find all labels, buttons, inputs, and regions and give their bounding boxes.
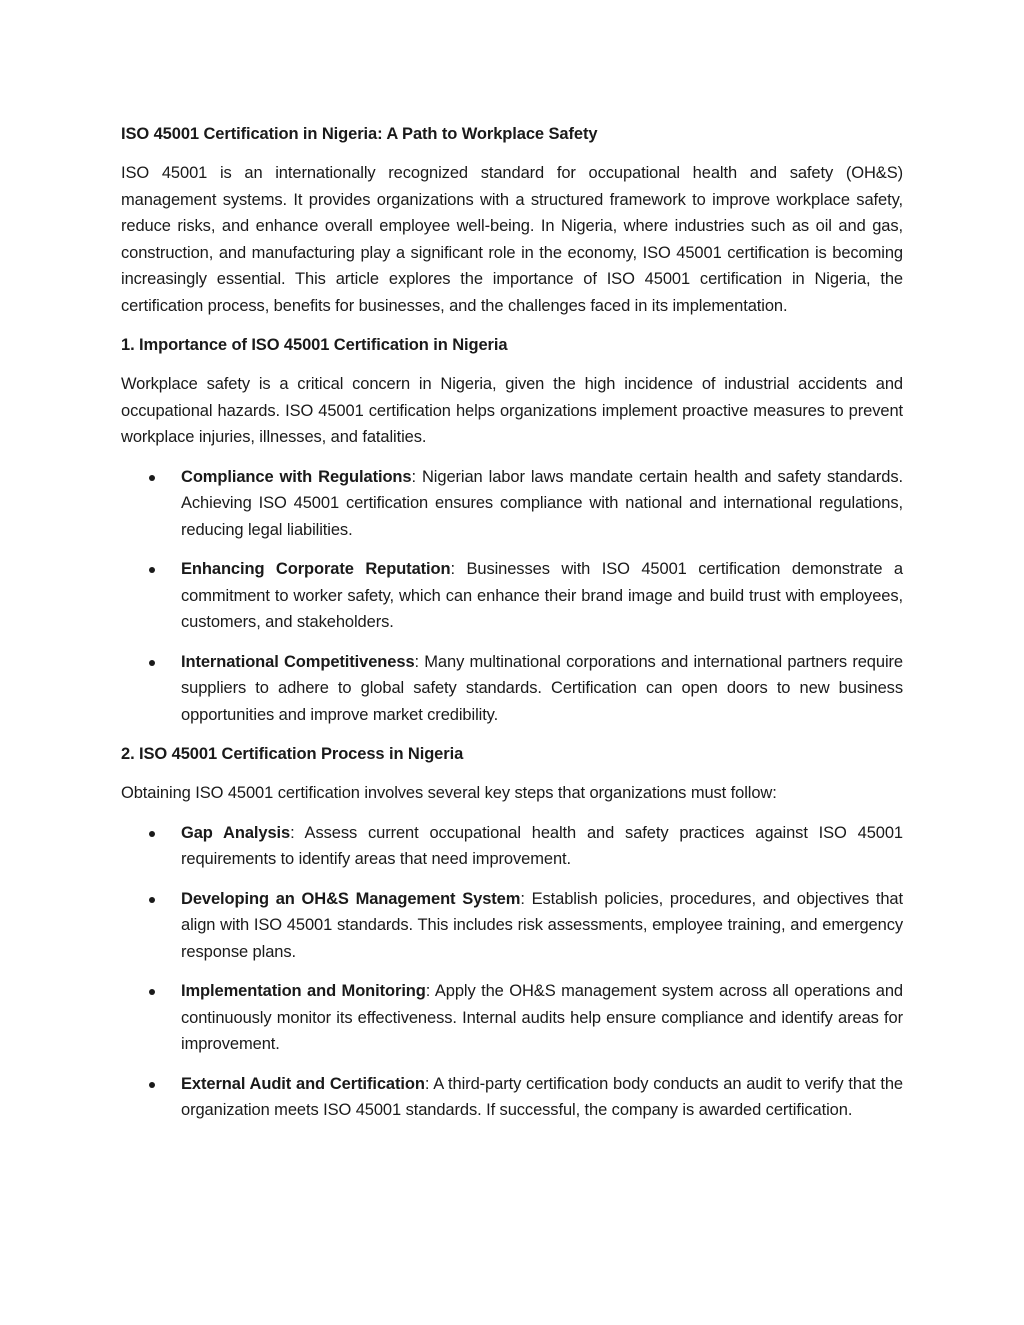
list-item-lead: Implementation and Monitoring [181,982,426,1000]
list-item-text: : Assess current occupational health and safety practices against ISO 45001 requirements to identify areas that need improvement. [181,823,904,868]
bullet-icon [149,989,155,995]
bullet-icon [149,897,155,903]
list-item-lead: Enhancing Corporate Reputation [181,560,451,578]
bullet-icon [149,567,155,573]
bullet-icon [149,831,155,837]
list-item [121,1071,903,1124]
bullet-list [121,820,903,1124]
list-item-text: : Establish policies, procedures, and objectives that align with ISO 45001 standards. This includes risk assessments, employee training, and emergency response plans. [181,889,903,961]
bullet-icon [149,1082,155,1088]
list-item-lead: Compliance with Regulations [181,467,412,486]
bullet-icon [149,475,155,481]
list-item [121,886,903,966]
list-item-lead: Gap Analysis [181,823,291,842]
document-title: ISO 45001 Certification in Nigeria: A Path to Workplace Safety [121,125,598,143]
list-item-lead: External Audit and Certification [181,1074,425,1093]
list-item-text: : Apply the OH&S management system across all operations and continuously monitor its effectiveness. Internal audits help ensure compliance and identify areas for improvement. [181,982,903,1053]
bullet-list [121,464,903,729]
section-heading: 1. Importance of ISO 45001 Certification in Nigeria [121,336,508,354]
list-item [121,556,903,636]
list-item-text: : A third-party certification body conducts an audit to verify that the organization meets ISO 45001 standards. If successful, the company is awarded certification. [181,1074,903,1119]
list-item [121,978,903,1058]
list-item [121,464,903,544]
section-paragraph: Workplace safety is a critical concern in Nigeria, given the high incidence of industrial accidents and occupational hazards. ISO 45001 certification helps organizations implement proactive measures to prevent workplace injuries, illnesses, and fatalities. [121,375,903,446]
intro-paragraph: ISO 45001 is an internationally recognized standard for occupational health and safety (OH&S) management systems. It provides organizations with a structured framework to improve workplace safety, reduce risks, and enhance overall employee well-being. In Nigeria, where industries such as oil and gas, construction, and manufacturing play a significant role in the economy, ISO 45001 certification is becoming increasingly essential. This article explores the importance of ISO 45001 certification in Nigeria, the certification process, benefits for businesses, and the challenges faced in its implementation. [121,164,903,315]
bullet-icon [149,660,155,666]
section-paragraph: Obtaining ISO 45001 certification involves several key steps that organizations must follow: [121,784,777,802]
list-item-lead: International Competitiveness [181,652,415,671]
list-item-lead: Developing an OH&S Management System [181,889,521,908]
list-item-text: : Nigerian labor laws mandate certain health and safety standards. Achieving ISO 45001 certification ensures compliance with national and international regulations, reducing legal liabilities. [181,467,903,539]
list-item [121,820,903,873]
list-item [121,649,903,729]
section-heading: 2. ISO 45001 Certification Process in Nigeria [121,745,464,763]
list-item-text: : Businesses with ISO 45001 certification demonstrate a commitment to worker safety, which can enhance their brand image and build trust with employees, customers, and stakeholders. [181,560,903,631]
list-item-text: : Many multinational corporations and international partners require suppliers to adhere to global safety standards. Certification can open doors to new business opportunities and improve market credibility. [181,652,903,724]
document-page [121,121,903,1137]
